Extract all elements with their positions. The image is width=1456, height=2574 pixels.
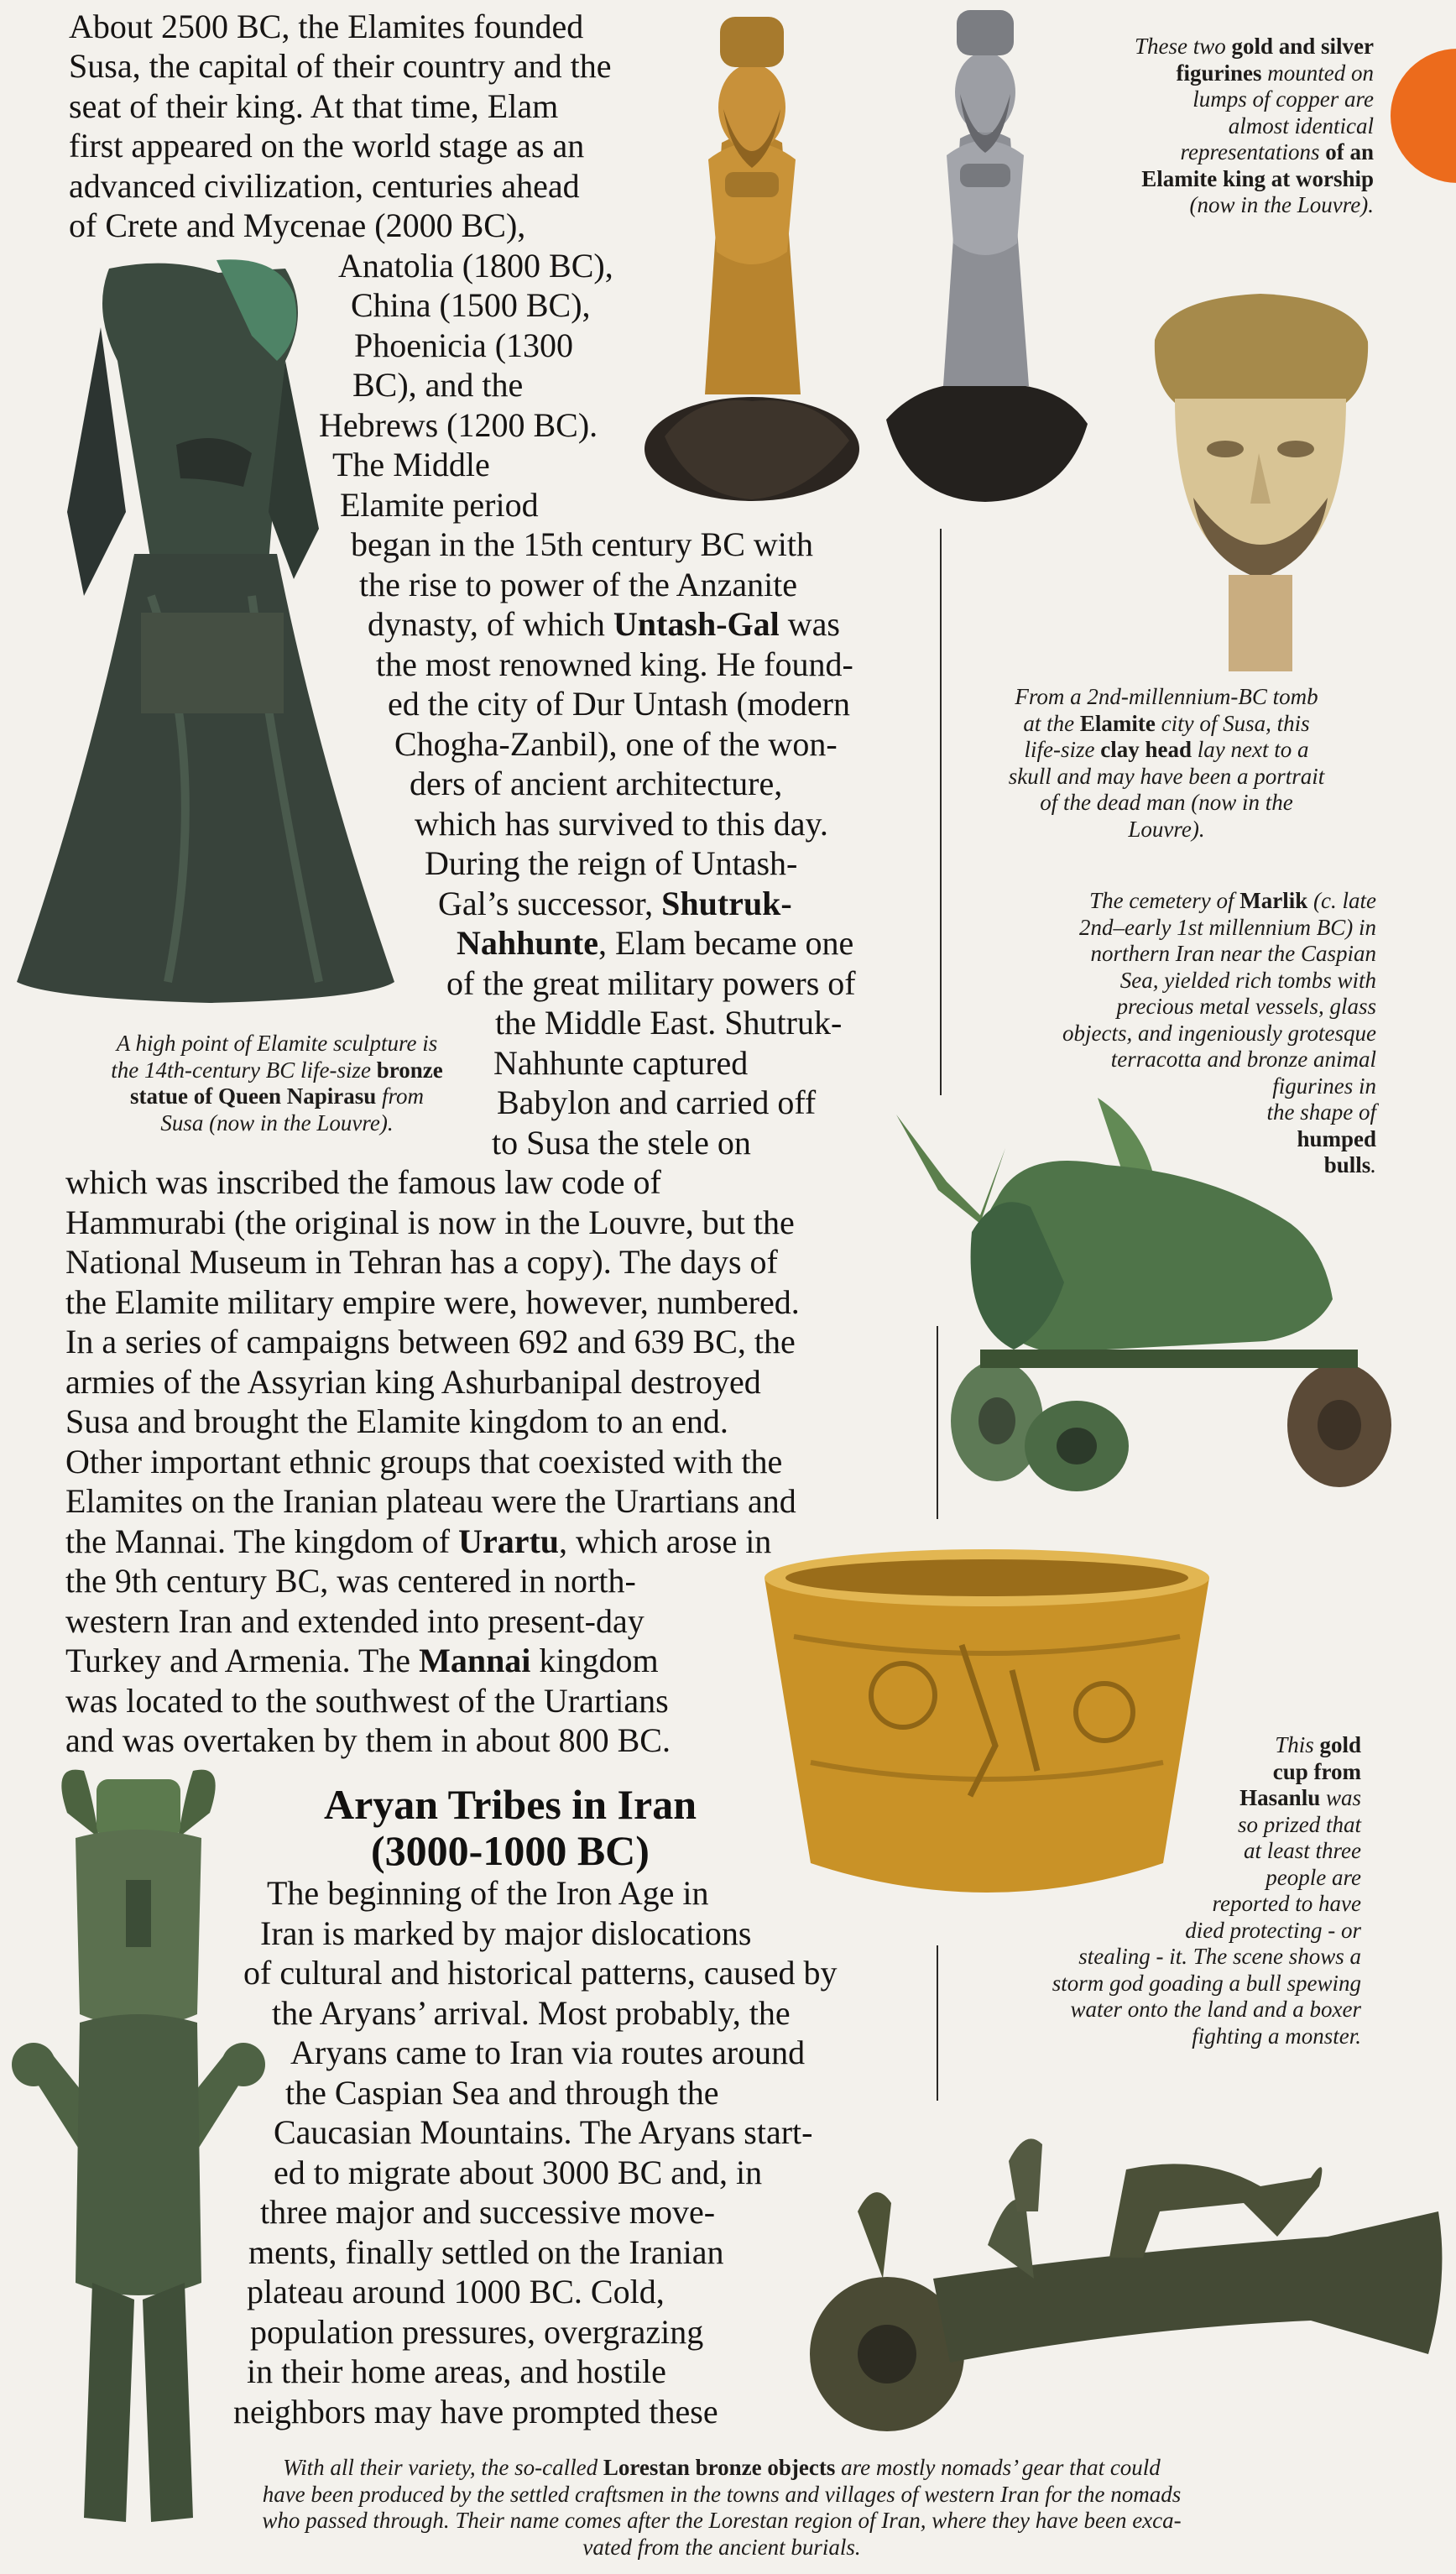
body-line: The beginning of the Iron Age in bbox=[267, 1874, 709, 1912]
caption-line: objects, and ingeniously grotesque bbox=[1062, 1020, 1376, 1046]
body-line: the rise to power of the Anzanite bbox=[359, 566, 798, 603]
body-line: National Museum in Tehran has a copy). The days of bbox=[65, 1243, 778, 1281]
caption-line: bulls. bbox=[1323, 1152, 1376, 1177]
section-heading-dates: (3000-1000 BC) bbox=[371, 1827, 650, 1874]
body-line: the Middle East. Shutruk- bbox=[495, 1004, 843, 1042]
body-line: the Elamite military empire were, however, numbered. bbox=[65, 1283, 800, 1321]
caption-line: cup from bbox=[1272, 1758, 1361, 1784]
body-line: began in the 15th century BC with bbox=[351, 525, 814, 563]
caption-line: Elamite king at worship bbox=[1141, 165, 1374, 191]
body-line: China (1500 BC), bbox=[351, 286, 591, 324]
body-line: Susa, the capital of their country and the bbox=[69, 47, 612, 85]
body-line: BC), and the bbox=[352, 366, 524, 404]
body-line: the most renowned king. He found- bbox=[376, 645, 853, 683]
caption-line: figurines in bbox=[1272, 1073, 1376, 1099]
body-line: About 2500 BC, the Elamites founded bbox=[69, 8, 584, 45]
body-line: Aryans came to Iran via routes around bbox=[290, 2034, 806, 2071]
body-line: Iran is marked by major dislocations bbox=[260, 1914, 752, 1952]
body-line: and was overtaken by them in about 800 BC. bbox=[65, 1721, 671, 1759]
body-line: which has survived to this day. bbox=[415, 805, 828, 843]
body-line: During the reign of Untash- bbox=[425, 844, 798, 882]
caption-line: The cemetery of Marlik (c. late bbox=[1089, 888, 1376, 913]
body-line: Elamites on the Iranian plateau were the Urartians and bbox=[65, 1482, 796, 1520]
caption-line: Hasanlu was bbox=[1239, 1785, 1361, 1810]
section-heading-title: Aryan Tribes in Iran bbox=[323, 1781, 697, 1828]
body-line: population pressures, overgrazing bbox=[250, 2313, 704, 2351]
caption-line: northern Iran near the Caspian bbox=[1090, 941, 1376, 966]
body-line: of the great military powers of bbox=[446, 964, 856, 1002]
caption-line: humped bbox=[1297, 1125, 1376, 1151]
clay-head-icon bbox=[1135, 290, 1386, 671]
body-line: western Iran and extended into present-day bbox=[65, 1602, 645, 1640]
body-line: plateau around 1000 BC. Cold, bbox=[247, 2273, 665, 2310]
caption-line: life-size clay head lay next to a bbox=[1024, 737, 1309, 762]
caption-napirasu bbox=[59, 1031, 495, 1136]
body-line: The Middle bbox=[332, 446, 490, 483]
caption-lorestan bbox=[134, 2455, 1309, 2561]
caption-line: reported to have bbox=[1212, 1891, 1361, 1916]
body-line: Gal’s successor, Shutruk- bbox=[438, 885, 792, 922]
caption-line: 2nd–early 1st millennium BC) in bbox=[1079, 914, 1376, 940]
body-line: advanced civilization, centuries ahead bbox=[69, 167, 580, 205]
body-line: neighbors may have prompted these bbox=[233, 2393, 718, 2430]
body-line: Hebrews (1200 BC). bbox=[319, 406, 598, 444]
body-line: Babylon and carried off bbox=[497, 1083, 817, 1121]
caption-gold-cup bbox=[948, 1732, 1361, 2049]
bronze-axe-icon bbox=[807, 2111, 1445, 2434]
body-line: seat of their king. At that time, Elam bbox=[69, 87, 559, 125]
caption-line: lumps of copper are bbox=[1192, 86, 1374, 112]
caption-line: skull and may have been a portrait bbox=[1008, 763, 1325, 789]
caption-line: statue of Queen Napirasu from bbox=[129, 1083, 425, 1109]
caption-clay-head bbox=[957, 684, 1376, 843]
body-line: In a series of campaigns between 692 and 639 BC, the bbox=[65, 1323, 796, 1360]
caption-line: From a 2nd-millennium-BC tomb bbox=[1015, 684, 1318, 709]
body-line: to Susa the stele on bbox=[492, 1124, 751, 1162]
caption-line: A high point of Elamite sculpture is bbox=[116, 1031, 438, 1056]
body-line: the Mannai. The kingdom of Urartu, which arose in bbox=[65, 1522, 772, 1560]
caption-line: vated from the ancient burials. bbox=[582, 2534, 861, 2560]
body-line: the 9th century BC, was centered in north- bbox=[65, 1562, 636, 1600]
caption-line: Susa (now in the Louvre). bbox=[160, 1109, 394, 1136]
caption-line: terracotta and bronze animal bbox=[1110, 1047, 1376, 1072]
caption-line: have been produced by the settled craftsmen in the towns and villages of western Iran for the nomads bbox=[262, 2481, 1182, 2507]
caption-line: of the dead man (now in the bbox=[1040, 790, 1293, 815]
body-line: of Crete and Mycenae (2000 BC), bbox=[69, 206, 526, 244]
column-rule-3 bbox=[937, 1945, 938, 2101]
caption-line: storm god goading a bull spewing bbox=[1052, 1970, 1361, 1996]
column-rule-2 bbox=[937, 1326, 938, 1519]
body-line: first appeared on the world stage as an bbox=[69, 127, 585, 164]
caption-line: almost identical bbox=[1228, 112, 1374, 138]
column-rule-1 bbox=[940, 529, 942, 1095]
body-line: Phoenicia (1300 bbox=[354, 326, 574, 364]
caption-figurines bbox=[1021, 34, 1374, 219]
caption-line: water onto the land and a boxer bbox=[1070, 1997, 1361, 2022]
section-tab bbox=[1391, 49, 1456, 183]
body-line: ed the city of Dur Untash (modern bbox=[388, 685, 850, 723]
body-line: the Aryans’ arrival. Most probably, the bbox=[272, 1994, 791, 2032]
caption-line: This gold bbox=[1275, 1732, 1361, 1757]
body-line: was located to the southwest of the Urartians bbox=[65, 1682, 669, 1720]
caption-line: at least three bbox=[1244, 1838, 1361, 1863]
caption-line: died protecting - or bbox=[1185, 1917, 1361, 1943]
caption-line: precious metal vessels, glass bbox=[1116, 994, 1376, 1019]
body-line: Hammurabi (the original is now in the Louvre, but the bbox=[65, 1203, 795, 1241]
body-line: Turkey and Armenia. The Mannai kingdom bbox=[65, 1642, 659, 1679]
body-line: Susa and brought the Elamite kingdom to an end. bbox=[65, 1402, 728, 1440]
body-line: Nahhunte captured bbox=[493, 1044, 749, 1082]
caption-line: figurines mounted on bbox=[1176, 60, 1374, 86]
caption-line: fighting a monster. bbox=[1192, 2023, 1361, 2049]
caption-line: the 14th-century BC life-size bronze bbox=[111, 1057, 443, 1083]
gold-figurine-icon bbox=[639, 0, 864, 504]
section-heading bbox=[258, 1782, 762, 1874]
caption-line: Sea, yielded rich tombs with bbox=[1119, 967, 1376, 993]
body-line: Chogha-Zanbil), one of the won- bbox=[394, 725, 838, 763]
caption-line: at the Elamite city of Susa, this bbox=[1023, 710, 1310, 736]
body-line: of cultural and historical patterns, caused by bbox=[243, 1954, 838, 1992]
caption-line: people are bbox=[1266, 1864, 1361, 1890]
caption-line: so prized that bbox=[1237, 1811, 1361, 1837]
body-line: dynasty, of which Untash-Gal was bbox=[368, 605, 840, 643]
caption-line: Louvre). bbox=[1128, 816, 1205, 842]
body-line: the Caspian Sea and through the bbox=[285, 2074, 719, 2112]
caption-line: stealing - it. The scene shows a bbox=[1078, 1944, 1361, 1969]
caption-marlik bbox=[957, 888, 1376, 1179]
body-line: Nahhunte, Elam became one bbox=[457, 924, 854, 962]
caption-line: representations of an bbox=[1180, 139, 1374, 164]
body-line: Other important ethnic groups that coexisted with the bbox=[65, 1443, 783, 1480]
caption-line: who passed through. Their name comes after the Lorestan region of Iran, where they have been exca- bbox=[262, 2508, 1182, 2533]
body-line: Caucasian Mountains. The Aryans start- bbox=[274, 2113, 813, 2151]
body-line: ments, finally settled on the Iranian bbox=[248, 2233, 724, 2271]
caption-line: (now in the Louvre). bbox=[1189, 192, 1374, 217]
caption-line: the shape of bbox=[1266, 1099, 1376, 1125]
body-line: in their home areas, and hostile bbox=[247, 2352, 666, 2390]
body-line: Anatolia (1800 BC), bbox=[338, 247, 613, 285]
body-line: Elamite period bbox=[340, 486, 539, 524]
body-line: three major and successive move- bbox=[260, 2193, 716, 2231]
body-line: ders of ancient architecture, bbox=[410, 765, 783, 802]
body-line: ed to migrate about 3000 BC and, in bbox=[274, 2154, 763, 2191]
caption-line: With all their variety, the so-called Lorestan bronze objects are mostly nomads’ gear that could bbox=[283, 2455, 1161, 2480]
body-line: which was inscribed the famous law code of bbox=[65, 1163, 661, 1201]
caption-line: These two gold and silver bbox=[1134, 34, 1374, 59]
body-line: armies of the Assyrian king Ashurbanipal destroyed bbox=[65, 1363, 761, 1401]
